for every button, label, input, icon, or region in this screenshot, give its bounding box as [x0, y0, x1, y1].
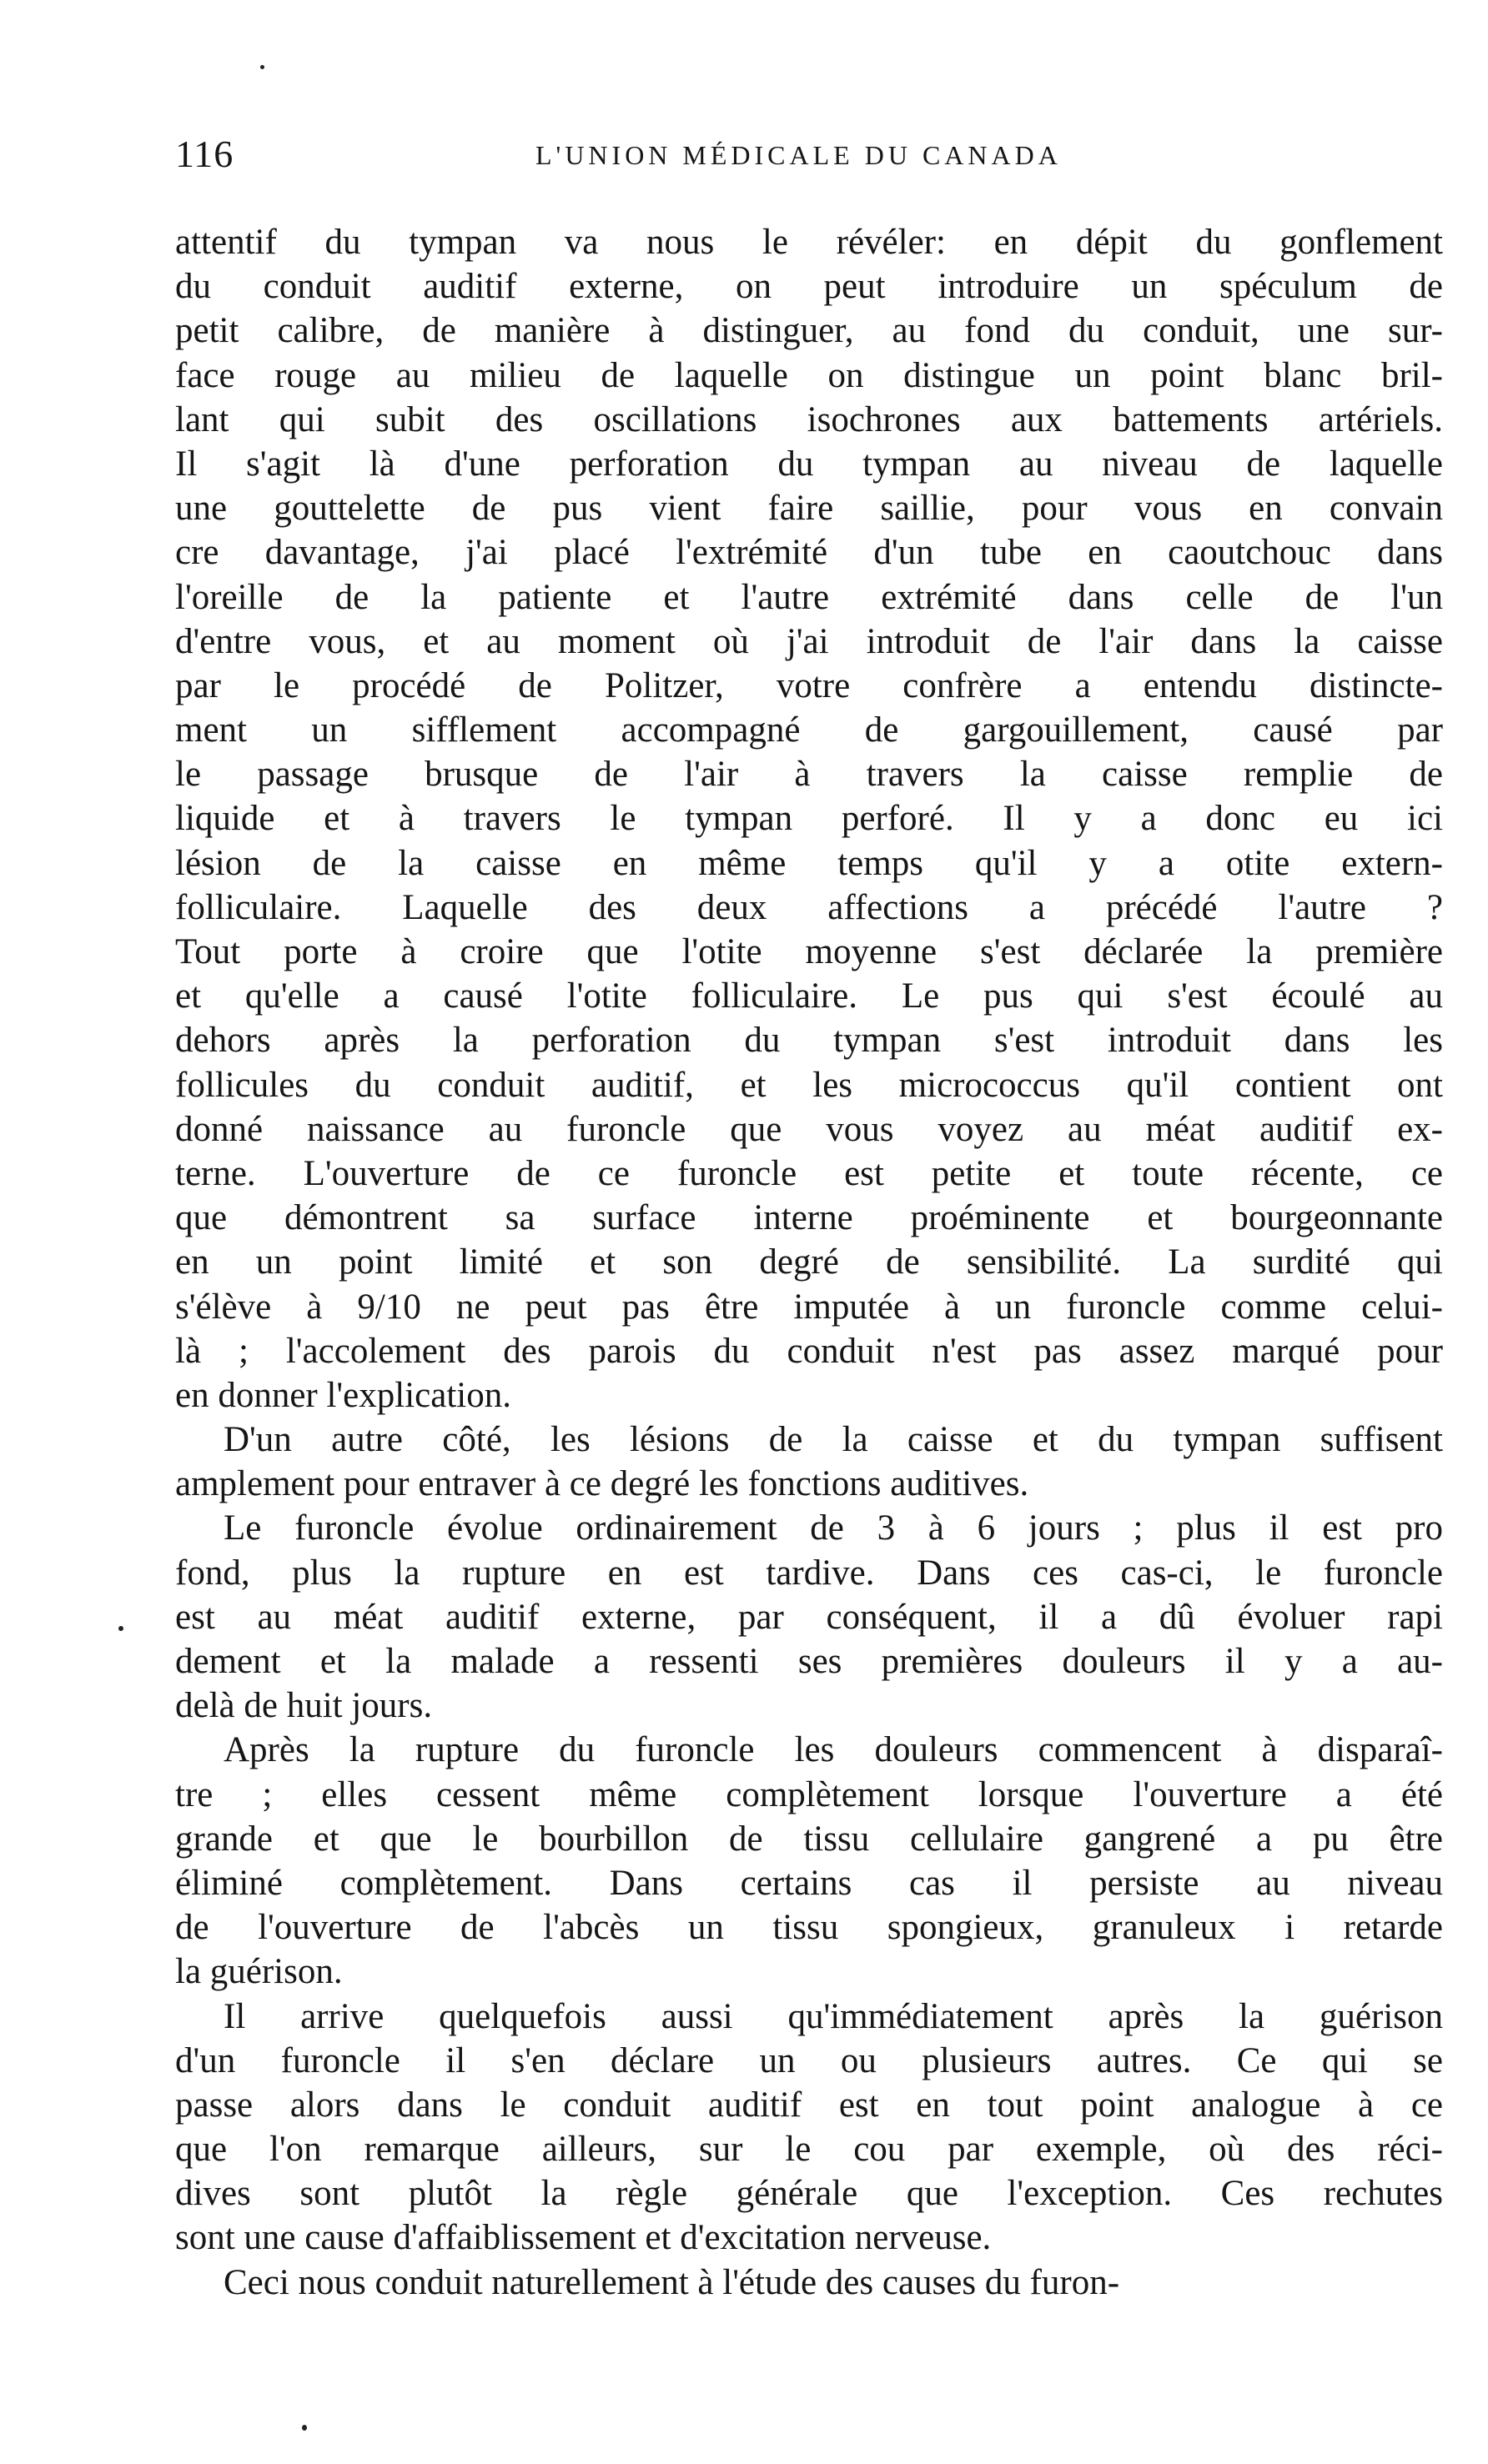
text-line: dives sont plutôt la règle générale que l'exception. Ces rechutes	[175, 2174, 1443, 2214]
scan-speck	[260, 65, 264, 69]
text-line: amplement pour entraver à ce degré les fonctions auditives.	[175, 1464, 1029, 1504]
text-line: attentif du tympan va nous le révéler: en dépit du gonflement	[175, 223, 1443, 262]
text-line: en donner l'explication.	[175, 1375, 511, 1415]
scan-speck	[302, 2425, 307, 2431]
text-line: dehors après la perforation du tympan s'est introduit dans les	[175, 1021, 1443, 1061]
text-line: le passage brusque de l'air à travers la caisse remplie de	[175, 755, 1443, 795]
text-line: grande et que le bourbillon de tissu cellulaire gangrené a pu être	[175, 1819, 1443, 1859]
text-line: d'un furoncle il s'en déclare un ou plusieurs autres. Ce qui se	[175, 2040, 1443, 2080]
text-line: éliminé complètement. Dans certains cas il persiste au niveau	[175, 1863, 1443, 1903]
body-text	[175, 220, 1443, 2305]
text-line: ment un sifflement accompagné de gargouillement, causé par	[175, 710, 1443, 750]
running-title: L'UNION MÉDICALE DU CANADA	[535, 140, 1062, 170]
text-line: lant qui subit des oscillations isochrones aux battements artériels.	[175, 399, 1443, 439]
text-line: d'entre vous, et au moment où j'ai introduit de l'air dans la caisse	[175, 621, 1443, 661]
text-line: cre davantage, j'ai placé l'extrémité d'un tube en caoutchouc dans	[175, 533, 1443, 573]
text-line: par le procédé de Politzer, votre confrère a entendu distincte-	[175, 665, 1443, 705]
text-line: follicules du conduit auditif, et les micrococcus qu'il contient ont	[175, 1065, 1443, 1105]
text-line: Ceci nous conduit naturellement à l'étude des causes du furon-	[224, 2262, 1120, 2302]
text-line: face rouge au milieu de laquelle on distingue un point blanc bril-	[175, 355, 1443, 395]
text-line: terne. L'ouverture de ce furoncle est petite et toute récente, ce	[175, 1153, 1443, 1193]
text-line: donné naissance au furoncle que vous voyez au méat auditif ex-	[175, 1109, 1443, 1149]
text-line: D'un autre côté, les lésions de la caisse et du tympan suffisent	[224, 1420, 1443, 1460]
page-header	[175, 125, 1476, 183]
page-number: 116	[175, 133, 234, 175]
text-line: une gouttelette de pus vient faire saillie, pour vous en convain	[175, 489, 1443, 529]
text-line: Tout porte à croire que l'otite moyenne s'est déclarée la première	[175, 932, 1443, 971]
text-line: là ; l'accolement des parois du conduit n'est pas assez marqué pour	[175, 1331, 1443, 1371]
text-line: que démontrent sa surface interne proéminente et bourgeonnante	[175, 1198, 1443, 1238]
text-line: la guérison.	[175, 1952, 343, 1992]
text-line: folliculaire. Laquelle des deux affections a précédé l'autre ?	[175, 887, 1443, 927]
text-line: s'élève à 9/10 ne peut pas être imputée à un furoncle comme celui-	[175, 1287, 1443, 1327]
text-line: en un point limité et son degré de sensibilité. La surdité qui	[175, 1242, 1443, 1282]
text-line: fond, plus la rupture en est tardive. Dans ces cas-ci, le furoncle	[175, 1553, 1443, 1593]
text-line: que l'on remarque ailleurs, sur le cou par exemple, où des réci-	[175, 2130, 1443, 2170]
text-line: delà de huit jours.	[175, 1686, 433, 1726]
text-line: sont une cause d'affaiblissement et d'excitation nerveuse.	[175, 2218, 992, 2258]
text-line: liquide et à travers le tympan perforé. Il y a donc eu ici	[175, 799, 1443, 839]
text-line: lésion de la caisse en même temps qu'il y a otite extern-	[175, 843, 1443, 883]
text-line: de l'ouverture de l'abcès un tissu spongieux, granuleux i retarde	[175, 1908, 1443, 1948]
text-line: est au méat auditif externe, par conséquent, il a dû évoluer rapi	[175, 1597, 1443, 1637]
text-line: Après la rupture du furoncle les douleurs commencent à disparaî-	[224, 1730, 1443, 1770]
text-line: Le furoncle évolue ordinairement de 3 à 6 jours ; plus il est pro	[224, 1508, 1443, 1548]
scan-speck	[118, 1626, 123, 1631]
text-line: dement et la malade a ressenti ses premières douleurs il y a au-	[175, 1642, 1443, 1681]
text-line: du conduit auditif externe, on peut introduire un spéculum de	[175, 267, 1443, 307]
text-line: passe alors dans le conduit auditif est en tout point analogue à ce	[175, 2085, 1443, 2125]
text-line: et qu'elle a causé l'otite folliculaire. Le pus qui s'est écoulé au	[175, 976, 1443, 1016]
text-line: Il s'agit là d'une perforation du tympan au niveau de laquelle	[175, 444, 1443, 484]
text-line: petit calibre, de manière à distinguer, au fond du conduit, une sur-	[175, 311, 1443, 351]
text-line: Il arrive quelquefois aussi qu'immédiatement après la guérison	[224, 1996, 1443, 2036]
text-line: l'oreille de la patiente et l'autre extrémité dans celle de l'un	[175, 577, 1443, 617]
text-line: tre ; elles cessent même complètement lorsque l'ouverture a été	[175, 1774, 1443, 1814]
